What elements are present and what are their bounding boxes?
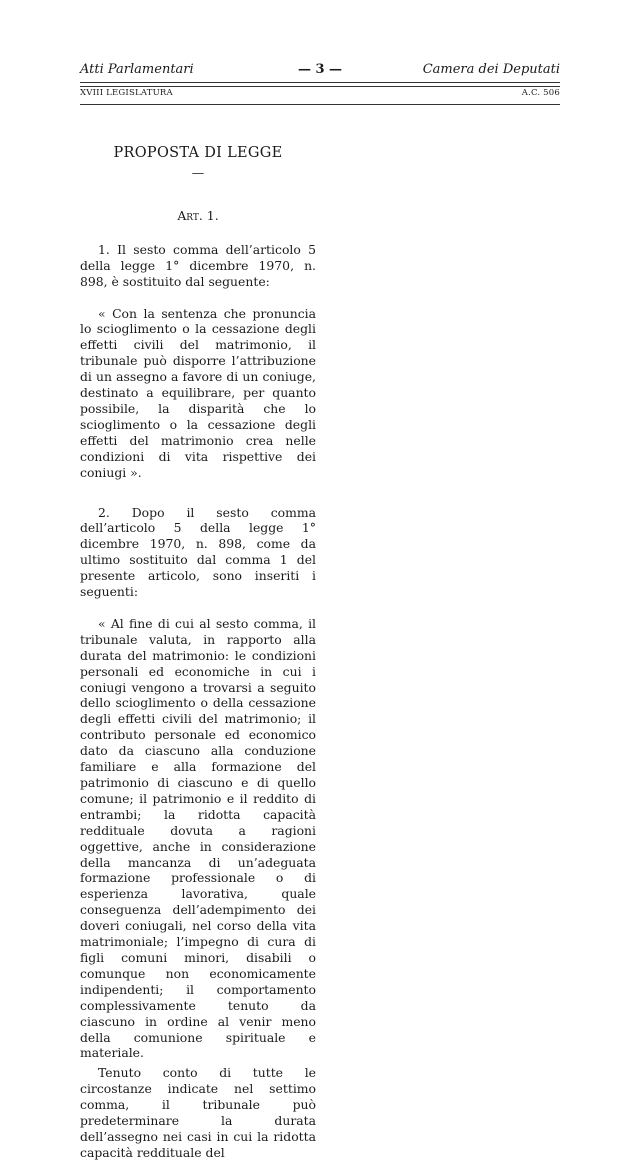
paragraph-quote-2-continued: Tenuto conto di tutte le circostanze indicate nel settimo comma, il tribunale può predeterminare la durata dell’assegno nei casi in cui la ridotta capacità reddituale del	[80, 1065, 316, 1160]
paragraph-comma-1: 1. Il sesto comma dell’articolo 5 della legge 1° dicembre 1970, n. 898, è sostituito dal seguente:	[80, 241, 316, 289]
running-subheader	[80, 88, 560, 102]
paragraph-comma-2: 2. Dopo il sesto comma dell’articolo 5 della legge 1° dicembre 1970, n. 898, come da ultimo sostituito dal comma 1 del presente articolo, sono inseriti i seguenti:	[80, 504, 316, 600]
legislature-label: XVIII LEGISLATURA	[80, 88, 173, 98]
header-chamber-name: Camera dei Deputati	[422, 62, 560, 77]
title-dash: —	[191, 164, 205, 180]
document-title: PROPOSTA DI LEGGE	[113, 145, 283, 161]
header-rule	[80, 104, 560, 105]
bill-number: A.C. 506	[521, 88, 560, 98]
text-column	[80, 146, 316, 1161]
paragraph-quote-2: « Al fine di cui al sesto comma, il tribunale valuta, in rapporto alla durata del matrimonio: le condizioni personali ed economiche in cui i coniugi vengono a trovarsi a seguito dello scioglimento o della cessazione degli effetti civili del matrimonio; il contributo personale ed economico dato da ciascuno alla conduzione familiare e alla formazione del patrimonio di ciascuno e di quello comune; il patrimonio e il reddito di entrambi; la ridotta capacità reddituale dovuta a ragioni oggettive, anche in considerazione della mancanza di un’adeguata formazione professionale o di esperienza lavorativa, quale conseguenza dell’adempimento dei doveri coniugali, nel corso della vita matrimoniale; l’impegno di cura di figli comuni minori, disabili o comunque non economicamente indipendenti; il comportamento complessivamente tenuto da ciascuno in ordine al venir meno della comunione spirituale e materiale.	[80, 615, 316, 1061]
header-double-rule	[80, 82, 560, 87]
running-header	[80, 62, 560, 82]
article-label: Art. 1.	[177, 207, 219, 223]
paragraph-quote-1: « Con la sentenza che pronuncia lo scioglimento o la cessazione degli effetti civili del matrimonio, il tribunale può disporre l’attribuzione di un assegno a favore di un coniuge, destinato a equilibrare, per quanto possibile, la disparità che lo scioglimento o la cessazione degli effetti del matrimonio crea nelle condizioni di vita rispettive dei coniugi ».	[80, 305, 316, 480]
header-page-number: — 3 —	[297, 62, 343, 77]
header-publication-title: Atti Parlamentari	[80, 62, 194, 77]
